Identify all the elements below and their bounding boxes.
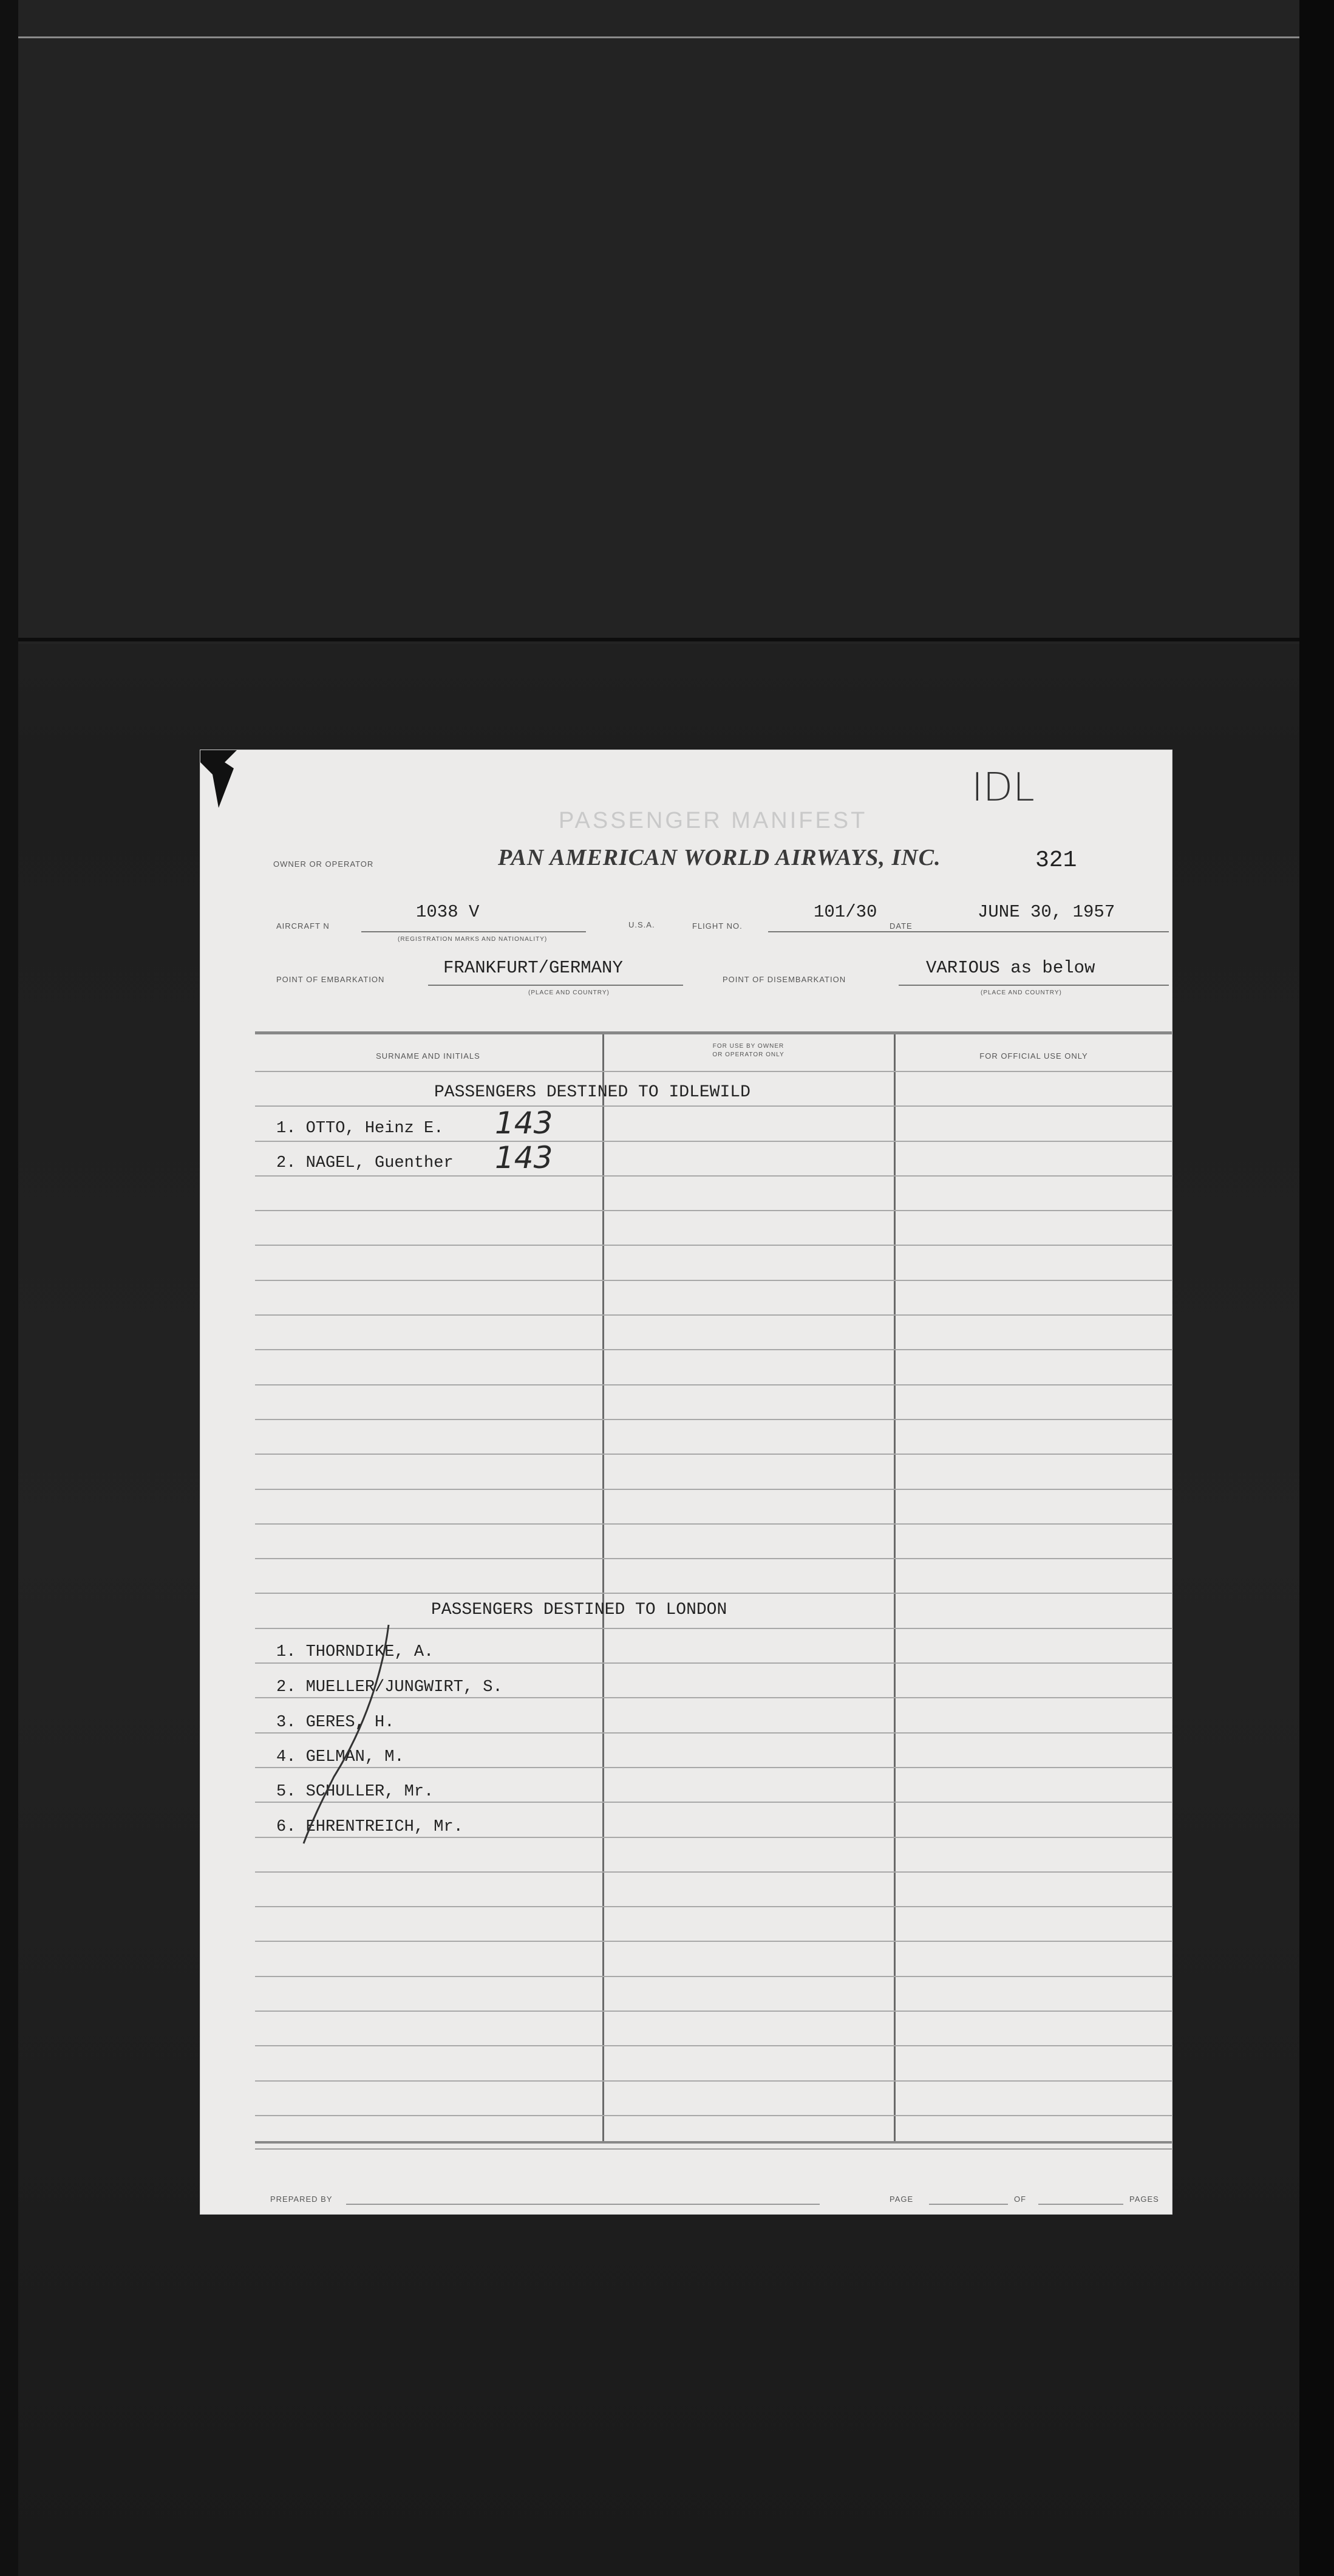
owner-label: OWNER OR OPERATOR xyxy=(273,859,374,869)
aircraft-note: (REGISTRATION MARKS AND NATIONALITY) xyxy=(398,936,548,943)
ruled-line xyxy=(255,1454,1172,1455)
aircraft-label: AIRCRAFT N xyxy=(276,921,330,931)
handwritten-mark: 143 xyxy=(495,1140,553,1175)
passenger-row: 3. GERES, H. xyxy=(276,1713,395,1732)
section-heading-london: PASSENGERS DESTINED TO LONDON xyxy=(431,1601,727,1619)
embark-value: FRANKFURT/GERMANY xyxy=(443,958,623,978)
disembark-underline xyxy=(899,985,1169,986)
ruled-line xyxy=(255,1105,1172,1107)
page-title: PASSENGER MANIFEST xyxy=(559,808,868,833)
manifest-sheet xyxy=(200,750,1172,2214)
country-label: U.S.A. xyxy=(628,920,655,929)
passenger-row: 2. NAGEL, Guenther xyxy=(276,1154,454,1172)
disembark-label: POINT OF DISEMBARKATION xyxy=(723,975,846,984)
ruled-line xyxy=(255,1489,1172,1490)
ruled-line xyxy=(255,2115,1172,2116)
embark-label: POINT OF EMBARKATION xyxy=(276,975,385,984)
ruled-line xyxy=(255,1523,1172,1525)
handwritten-code: IDL xyxy=(972,765,1035,810)
date-value: JUNE 30, 1957 xyxy=(978,902,1115,922)
airline-name: PAN AMERICAN WORLD AIRWAYS, INC. xyxy=(498,845,941,870)
column-header-official: FOR OFFICIAL USE ONLY xyxy=(979,1051,1088,1061)
ruled-line xyxy=(255,1419,1172,1420)
film-left-edge xyxy=(0,0,18,2576)
ruled-line xyxy=(255,1941,1172,1942)
ruled-line xyxy=(255,1593,1172,1594)
ruled-line xyxy=(255,1314,1172,1316)
handwritten-slash-mark xyxy=(291,1619,413,1850)
ruled-line xyxy=(255,2011,1172,2012)
page-number: 321 xyxy=(1035,847,1077,873)
passenger-row: 1. THORNDIKE, A. xyxy=(276,1643,434,1661)
ruled-line xyxy=(255,1871,1172,1873)
pages-label: PAGES xyxy=(1129,2195,1159,2204)
ruled-line xyxy=(255,1384,1172,1385)
film-edge-line xyxy=(0,36,1299,38)
passenger-row: 5. SCHULLER, Mr. xyxy=(276,1783,434,1801)
of-underline xyxy=(1038,2204,1123,2205)
column-header-owner-line1: FOR USE BY OWNER xyxy=(712,1043,784,1050)
ruled-line xyxy=(255,2045,1172,2046)
film-frame-divider xyxy=(12,638,1299,641)
disembark-value: VARIOUS as below xyxy=(926,958,1095,978)
section-heading-idlewild: PASSENGERS DESTINED TO IDLEWILD xyxy=(434,1083,750,1102)
page-label: PAGE xyxy=(890,2195,914,2204)
ruled-line xyxy=(255,1976,1172,1977)
ruled-line xyxy=(255,1175,1172,1177)
column-header-surname: SURNAME AND INITIALS xyxy=(376,1051,480,1061)
ruled-line xyxy=(255,1210,1172,1211)
ruled-line xyxy=(255,1141,1172,1142)
passenger-row: 4. GELMAN, M. xyxy=(276,1748,404,1766)
ruled-line xyxy=(255,1558,1172,1559)
ruled-line xyxy=(255,2080,1172,2082)
aircraft-value: 1038 V xyxy=(416,902,480,922)
ruled-line xyxy=(255,1906,1172,1907)
handwritten-mark: 143 xyxy=(495,1105,553,1141)
aircraft-underline xyxy=(361,931,586,932)
torn-corner xyxy=(200,750,237,811)
ruled-line xyxy=(255,1349,1172,1350)
prepared-underline xyxy=(346,2204,820,2205)
film-right-edge xyxy=(1299,0,1334,2576)
passenger-row: 2. MUELLER/JUNGWIRT, S. xyxy=(276,1678,503,1696)
disembark-note: (PLACE AND COUNTRY) xyxy=(981,989,1062,996)
table-bottom-rule xyxy=(255,2141,1172,2144)
passenger-row: 6. EHRENTREICH, Mr. xyxy=(276,1818,463,1836)
date-label: DATE xyxy=(890,921,913,931)
ruled-line xyxy=(255,1071,1172,1072)
microfilm-frame-top xyxy=(0,0,1299,644)
prepared-by-label: PREPARED BY xyxy=(270,2195,333,2204)
ruled-line xyxy=(255,1280,1172,1281)
column-header-owner-line2: OR OPERATOR ONLY xyxy=(712,1051,784,1058)
date-underline xyxy=(926,931,1169,932)
of-label: OF xyxy=(1014,2195,1027,2204)
embark-underline xyxy=(428,985,683,986)
embark-note: (PLACE AND COUNTRY) xyxy=(528,989,610,996)
flight-label: FLIGHT NO. xyxy=(692,921,743,931)
flight-value: 101/30 xyxy=(814,902,877,922)
passenger-row: 1. OTTO, Heinz E. xyxy=(276,1119,444,1138)
table-bottom-rule-2 xyxy=(255,2148,1172,2150)
table-top-rule xyxy=(255,1031,1172,1034)
ruled-line xyxy=(255,1245,1172,1246)
page-underline xyxy=(929,2204,1008,2205)
